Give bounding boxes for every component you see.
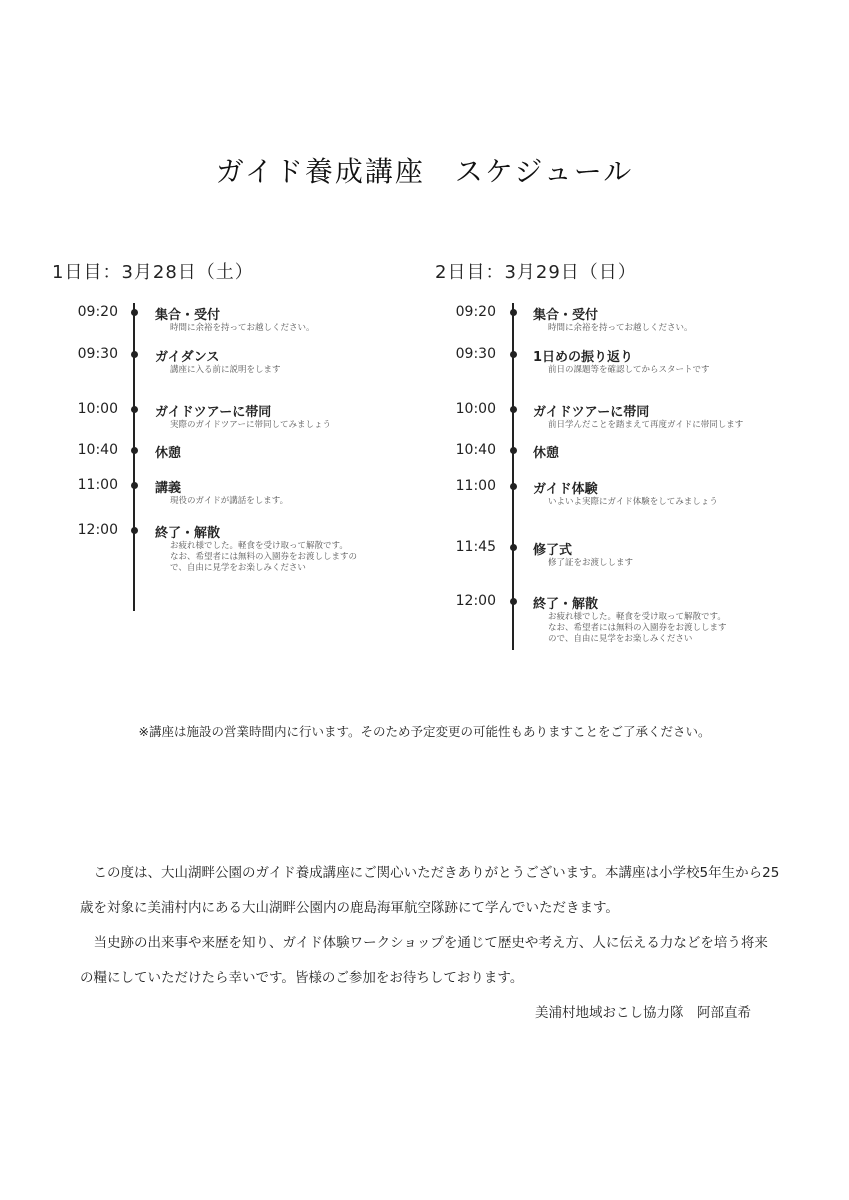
entry-description xyxy=(170,365,281,376)
day1-timeline-line xyxy=(133,303,135,611)
entry-description-line: なお、希望者には無料の入園券をお渡ししますの xyxy=(170,552,358,562)
entry-description-line: なお、希望者には無料の入園券をお渡しします xyxy=(548,623,727,633)
intro-paragraph-2: 当史跡の出来事や来歴を知り、ガイド体験ワークショップを通じて歴史や考え方、人に伝える力などを培う将来の糧にしていただけたら幸いです。皆様のご参加をお待ちしております。 xyxy=(80,935,768,986)
schedule-note: ※講座は施設の営業時間内に行います。そのため予定変更の可能性もありますことをご了承ください。 xyxy=(138,724,711,739)
intro-text xyxy=(80,856,780,996)
entry-description xyxy=(170,323,315,334)
entry-title: 終了・解散 xyxy=(533,597,599,612)
intro-paragraph-1: この度は、大山湖畔公園のガイド養成講座にご関心いただきありがとうございます。本講座は小学校5年生から25歳を対象に美浦村内にある大山湖畔公園内の鹿島海軍航空隊跡にて学んでいただきます。 xyxy=(80,865,780,916)
entry-time: 09:30 xyxy=(455,346,496,362)
entry-description-line: 講座に入る前に説明をします xyxy=(170,365,281,375)
timeline-dot xyxy=(510,447,517,454)
timeline-dot xyxy=(131,447,138,454)
entry-description-line: 現役のガイドが講話をします。 xyxy=(170,496,289,506)
entry-title: 休憩 xyxy=(155,446,182,461)
timeline-dot xyxy=(131,527,138,534)
entry-title: ガイドツアーに帯同 xyxy=(155,405,272,420)
entry-time: 10:00 xyxy=(77,401,118,417)
timeline-dot xyxy=(510,544,517,551)
entry-title: 休憩 xyxy=(533,446,560,461)
entry-description-line: 実際のガイドツアーに帯同してみましょう xyxy=(170,420,331,430)
entry-description xyxy=(548,420,743,431)
timeline-dot xyxy=(510,598,517,605)
entry-description-line: お疲れ様でした。軽食を受け取って解散です。 xyxy=(548,612,726,622)
entry-description-line: 時間に余裕を持ってお越しください。 xyxy=(170,323,315,333)
entry-description xyxy=(548,612,727,645)
entry-time: 10:40 xyxy=(455,442,496,458)
entry-title: ガイド体験 xyxy=(533,482,598,497)
signature: 美浦村地域おこし協力隊 阿部直希 xyxy=(535,1005,751,1021)
entry-description-line: いよいよ実際にガイド体験をしてみましょう xyxy=(548,497,718,507)
entry-description xyxy=(548,497,718,508)
timeline-dot xyxy=(131,351,138,358)
entry-description xyxy=(548,323,693,334)
entry-time: 09:20 xyxy=(455,304,496,320)
entry-title: 終了・解散 xyxy=(155,526,221,541)
entry-description-line: 前日の課題等を確認してからスタートです xyxy=(548,365,710,375)
entry-title: ガイドツアーに帯同 xyxy=(533,405,650,420)
entry-time: 10:00 xyxy=(455,401,496,417)
page-title: ガイド養成講座 スケジュール xyxy=(215,155,634,188)
timeline-dot xyxy=(131,309,138,316)
day1-heading: 1日目：3月28日（土） xyxy=(52,262,254,283)
entry-title: 集合・受付 xyxy=(155,308,221,323)
timeline-dot xyxy=(510,483,517,490)
timeline-dot xyxy=(510,406,517,413)
timeline-dot xyxy=(131,482,138,489)
entry-description-line: 前日学んだことを踏まえて再度ガイドに帯同します xyxy=(548,420,744,430)
day2-heading: 2日目：3月29日（日） xyxy=(435,262,637,283)
entry-title: 1日めの振り返り xyxy=(533,350,634,365)
entry-time: 11:45 xyxy=(455,539,496,555)
entry-title: 修了式 xyxy=(533,543,573,558)
entry-title: 集合・受付 xyxy=(533,308,599,323)
entry-description xyxy=(170,420,331,431)
entry-description-line: 時間に余裕を持ってお越しください。 xyxy=(548,323,693,333)
entry-description xyxy=(170,496,288,507)
entry-description xyxy=(170,541,357,574)
entry-description xyxy=(548,558,633,569)
timeline-dot xyxy=(510,351,517,358)
entry-time: 09:30 xyxy=(77,346,118,362)
entry-description-line: 修了証をお渡しします xyxy=(548,558,634,568)
entry-description-line: お疲れ様でした。軽食を受け取って解散です。 xyxy=(170,541,348,551)
entry-time: 10:40 xyxy=(77,442,118,458)
entry-time: 12:00 xyxy=(77,522,118,538)
entry-title: 講義 xyxy=(155,481,182,496)
entry-time: 11:00 xyxy=(77,477,118,493)
entry-time: 09:20 xyxy=(77,304,118,320)
entry-title: ガイダンス xyxy=(155,350,220,365)
entry-description-line: で、自由に見学をお楽しみください xyxy=(170,563,306,573)
entry-description xyxy=(548,365,710,376)
timeline-dot xyxy=(131,406,138,413)
entry-time: 12:00 xyxy=(455,593,496,609)
entry-description-line: ので、自由に見学をお楽しみください xyxy=(548,634,693,644)
entry-time: 11:00 xyxy=(455,478,496,494)
timeline-dot xyxy=(510,309,517,316)
